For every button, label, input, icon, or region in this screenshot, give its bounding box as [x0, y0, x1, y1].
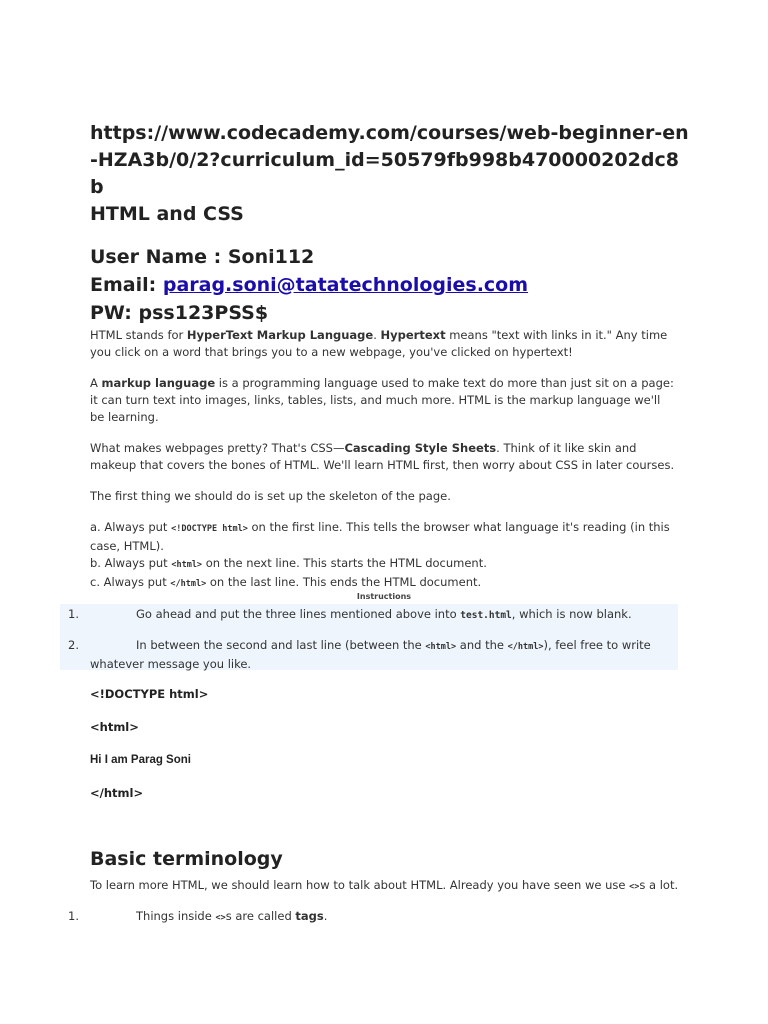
- step-c: [90, 574, 678, 593]
- text: , which is now blank.: [511, 607, 632, 621]
- section-intro: [90, 877, 690, 896]
- terminology-text: [90, 908, 678, 927]
- text: s are called: [225, 909, 296, 923]
- text: on the last line. This ends the HTML document.: [206, 575, 482, 589]
- inline-code: </html>: [170, 579, 207, 589]
- list-number: 2.: [68, 638, 79, 652]
- text: c. Always put: [90, 575, 171, 589]
- list-number: 1.: [68, 607, 79, 621]
- instruction-text: [90, 637, 678, 673]
- bold-term: markup language: [101, 376, 216, 390]
- code-line: </html>: [90, 786, 144, 800]
- paragraph-css: [90, 440, 678, 474]
- email-link[interactable]: parag.soni@tatatechnologies.com: [162, 274, 529, 296]
- text: a. Always put: [90, 520, 172, 534]
- inline-code: test.html: [460, 610, 512, 621]
- steps-list: [90, 519, 678, 593]
- email-line: [90, 271, 678, 299]
- bold-term: Cascading Style Sheets: [344, 441, 497, 455]
- text: is a programming language used to make text do more than just sit on a page: it can turn text into images, links, tables, lists, and much more. HTML is the markup language we'll be learning.: [90, 376, 674, 424]
- paragraph-markup-language: [90, 375, 678, 426]
- text: on the next line. This starts the HTML document.: [202, 556, 487, 570]
- step-b: [90, 555, 678, 574]
- code-line: <html>: [90, 720, 139, 734]
- instructions-title: Instructions: [356, 592, 412, 601]
- code-line: <!DOCTYPE html>: [90, 687, 209, 701]
- text: means "text with links in it." Any time you click on a word that brings you to a new webpage, you've clicked on hypertext!: [90, 328, 668, 359]
- code-line: Hi I am Parag Soni: [90, 754, 191, 766]
- inline-code: </html>: [507, 642, 544, 652]
- credentials-block: [90, 243, 678, 327]
- bold-term: HyperText Markup Language: [186, 328, 374, 342]
- text: In between the second and last line (between the: [136, 638, 426, 652]
- email-label: Email:: [90, 274, 163, 296]
- inline-code: <html>: [425, 642, 457, 652]
- document-header: [90, 120, 689, 593]
- text: To learn more HTML, we should learn how to talk about HTML. Already you have seen we use: [90, 878, 630, 892]
- text: Go ahead and put the three lines mentioned above into: [136, 607, 461, 621]
- text: s a lot.: [639, 878, 679, 892]
- inline-code: <html>: [171, 560, 203, 570]
- inline-code: <!DOCTYPE html>: [171, 524, 248, 534]
- code-sample: [90, 686, 208, 818]
- text: What makes webpages pretty? That's CSS—: [90, 441, 345, 455]
- text: b. Always put: [90, 556, 172, 570]
- bold-term: Hypertext: [380, 328, 446, 342]
- text: ), feel free to write whatever message you like.: [90, 638, 651, 671]
- text: HTML stands for: [90, 328, 187, 342]
- text: A: [90, 376, 102, 390]
- user-name-line: User Name : Soni112: [90, 246, 315, 268]
- text: . Think of it like skin and makeup that covers the bones of HTML. We'll learn HTML first, then worry about CSS in later courses.: [90, 441, 675, 472]
- text: .: [373, 328, 381, 342]
- inline-code: <>: [215, 913, 226, 923]
- text: .: [323, 909, 328, 923]
- text: and the: [456, 638, 508, 652]
- text: Things inside: [136, 909, 216, 923]
- section-heading-basic-terminology: Basic terminology: [90, 848, 283, 870]
- course-subtitle: HTML and CSS: [90, 203, 244, 225]
- inline-code: <>: [629, 882, 640, 892]
- list-number: 1.: [68, 909, 79, 923]
- text: on the first line. This tells the browser what language it's reading (in this case, HTML).: [90, 520, 670, 553]
- step-a: [90, 519, 678, 555]
- instruction-text: [90, 606, 678, 624]
- course-url-heading: https://www.codecademy.com/courses/web-beginner-en-HZA3b/0/2?curriculum_id=50579fb998b470000202dc8b: [90, 122, 689, 198]
- paragraph-html-definition: [90, 327, 678, 361]
- paragraph-skeleton: The first thing we should do is set up the skeleton of the page.: [90, 489, 451, 503]
- password-line: PW: pss123PSS$: [90, 302, 269, 324]
- bold-term: tags: [295, 909, 324, 923]
